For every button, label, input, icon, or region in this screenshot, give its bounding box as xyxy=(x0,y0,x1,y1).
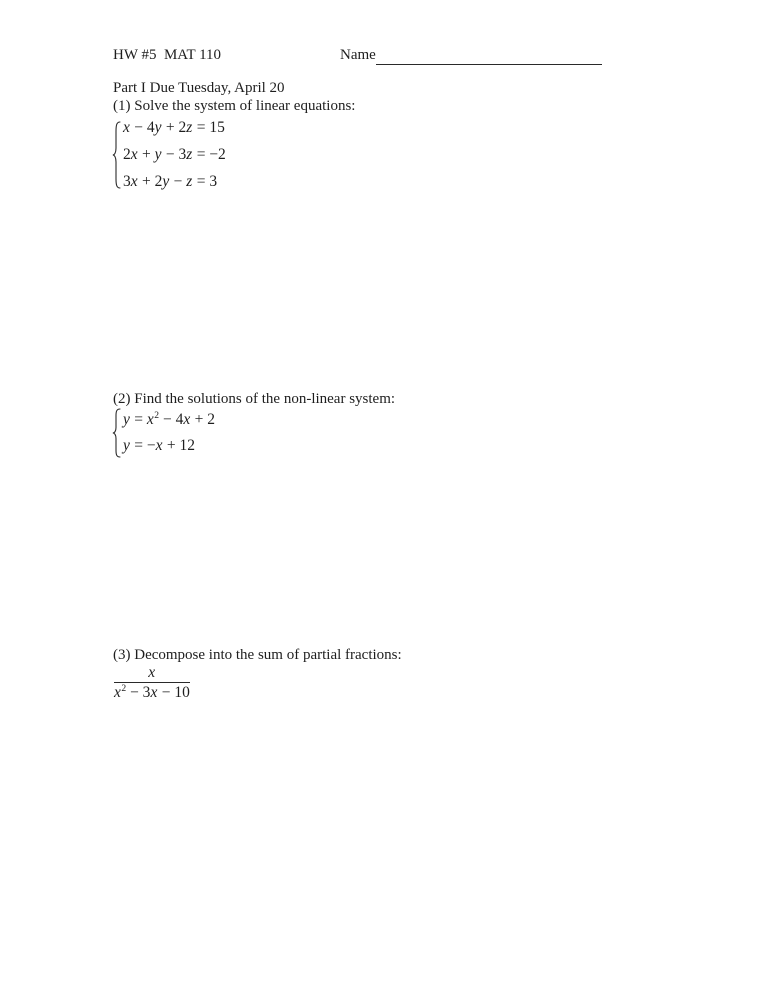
name-field xyxy=(340,47,602,65)
part1-prompt: (1) Solve the system of linear equations: xyxy=(113,97,356,114)
equation-line: y = −x + 12 xyxy=(123,437,196,454)
fraction-numerator: x xyxy=(114,664,190,683)
left-brace-icon xyxy=(112,408,121,458)
part2-prompt: (2) Find the solutions of the non-linear system: xyxy=(113,391,396,407)
part1-due-date: Part I Due Tuesday, April 20 xyxy=(113,80,285,96)
equation-line: 3x + 2y − z = 3 xyxy=(123,173,218,190)
name-label: Name xyxy=(340,47,376,63)
part1-header xyxy=(113,80,355,115)
partial-fraction-expression xyxy=(114,664,190,701)
equation-line: x − 4y + 2z = 15 xyxy=(123,119,225,136)
left-brace-icon xyxy=(112,121,121,189)
equation-line: 2x + y − 3z = −2 xyxy=(123,146,226,163)
fraction-denominator: $x^2 - 3x - 10$ xyxy=(114,682,190,701)
course-title: HW #5 MAT 110 xyxy=(113,47,222,63)
system2-equations xyxy=(112,407,215,459)
part3-prompt: (3) Decompose into the sum of partial fractions: xyxy=(113,647,402,663)
name-blank-line xyxy=(376,50,602,65)
system1-equations xyxy=(112,114,226,195)
equation-line: $y = x^2 - 4x + 2$ xyxy=(123,409,215,428)
